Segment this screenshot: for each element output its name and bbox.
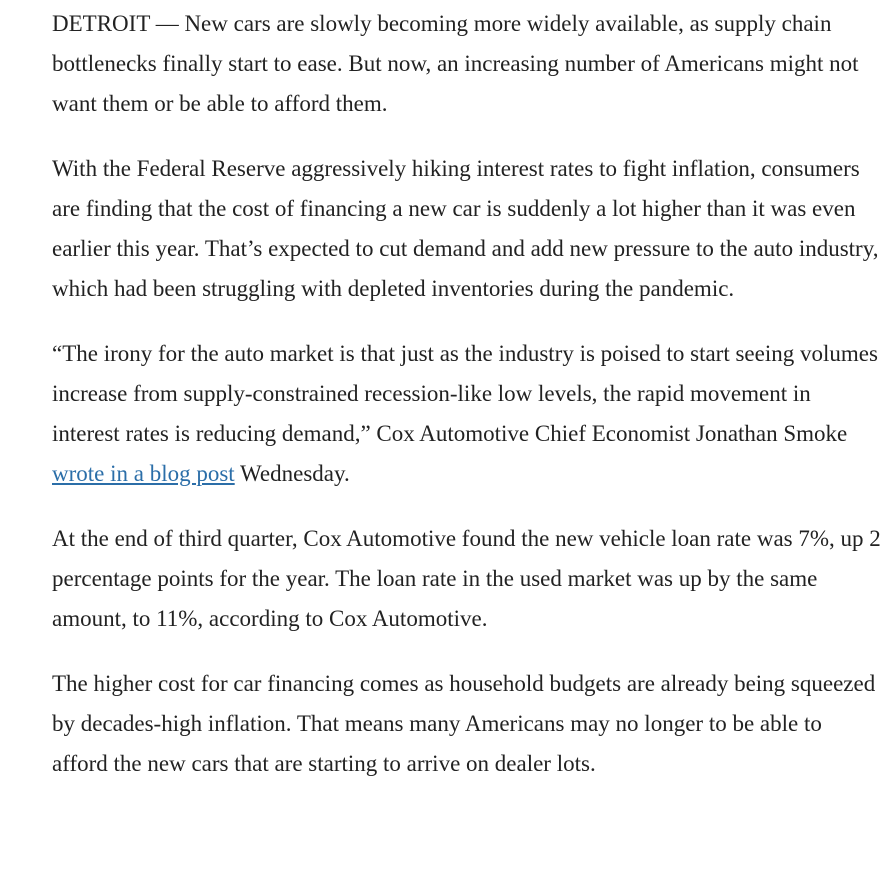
blog-post-link[interactable]: wrote in a blog post [52,461,235,486]
paragraph-2: With the Federal Reserve aggressively hiking interest rates to fight inflation, consumers are finding that the cost of financing a new car is suddenly a lot higher than it was even earlier this year. That’s expected to cut demand and add new pressure to the auto industry, which had been struggling with depleted inventories during the pandemic. [52,156,879,301]
paragraph-3-text-before: “The irony for the auto market is that just as the industry is poised to start seeing volumes increase from supply-constrained recession-like low levels, the rapid movement in interest rates is reducing demand,” Cox Automotive Chief Economist Jonathan Smoke [52,341,878,446]
paragraph-3-text-after: Wednesday. [234,461,350,486]
paragraph-1: DETROIT — New cars are slowly becoming more widely available, as supply chain bottlenecks finally start to ease. But now, an increasing number of Americans might not want them or be able to afford them. [52,11,859,116]
paragraph-3 [52,334,882,494]
article-body [52,0,882,809]
paragraph-4: At the end of third quarter, Cox Automotive found the new vehicle loan rate was 7%, up 2 percentage points for the year. The loan rate in the used market was up by the same amount, to 11%, according to Cox Automotive. [52,526,881,631]
paragraph-5: The higher cost for car financing comes as household budgets are already being squeezed by decades-high inflation. That means many Americans may no longer to be able to afford the new cars that are starting to arrive on dealer lots. [52,671,876,776]
